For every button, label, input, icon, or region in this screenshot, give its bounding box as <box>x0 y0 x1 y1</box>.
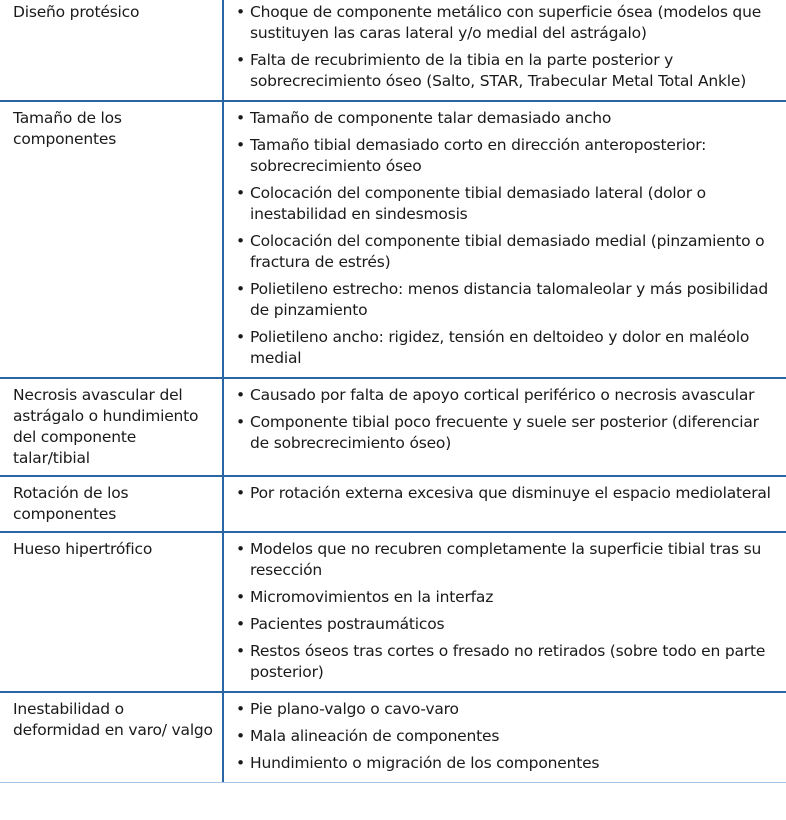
list-item-text: Modelos que no recubren completamente la superficie tibial tras su resección <box>250 540 762 579</box>
table-row <box>0 476 786 532</box>
list-item-text: Choque de componente metálico con superficie ósea (modelos que sustituyen las caras lateral y/o medial del astrágalo) <box>250 3 762 42</box>
row-label: Rotación de los componentes <box>0 476 223 532</box>
list-item <box>236 483 778 504</box>
list-item-text: Colocación del componente tibial demasiado medial (pinzamiento o fractura de estrés) <box>250 232 765 271</box>
row-label: Tamaño de los componentes <box>0 101 223 378</box>
bullet-list <box>236 385 778 454</box>
bullet-list <box>236 108 778 369</box>
list-item <box>236 699 778 720</box>
list-item <box>236 587 778 608</box>
row-label: Hueso hipertrófico <box>0 532 223 692</box>
list-item <box>236 327 778 369</box>
bullet-icon: • <box>236 413 245 431</box>
list-item <box>236 614 778 635</box>
bullet-icon: • <box>236 232 245 250</box>
bullet-icon: • <box>236 280 245 298</box>
list-item-text: Por rotación externa excesiva que disminuye el espacio mediolateral <box>250 484 771 502</box>
list-item-text: Falta de recubrimiento de la tibia en la parte posterior y sobrecrecimiento óseo (Salto, STAR, Trabecular Metal Total Ankle) <box>250 51 747 90</box>
bullet-icon: • <box>236 588 245 606</box>
list-item-text: Colocación del componente tibial demasiado lateral (dolor o inestabilidad en sindesmosis <box>250 184 706 223</box>
list-item-text: Causado por falta de apoyo cortical periférico o necrosis avascular <box>250 386 755 404</box>
row-items-cell <box>223 378 786 476</box>
list-item <box>236 183 778 225</box>
list-item-text: Componente tibial poco frecuente y suele ser posterior (diferenciar de sobrecrecimiento óseo) <box>250 413 759 452</box>
bullet-list <box>236 483 778 504</box>
list-item <box>236 753 778 774</box>
bullet-icon: • <box>236 51 245 69</box>
row-items-cell <box>223 532 786 692</box>
bullet-list <box>236 2 778 92</box>
row-label: Inestabilidad o deformidad en varo/ valgo <box>0 692 223 782</box>
bullet-icon: • <box>236 328 245 346</box>
bullet-icon: • <box>236 184 245 202</box>
bullet-list <box>236 699 778 774</box>
row-items-cell <box>223 476 786 532</box>
table-row <box>0 101 786 378</box>
list-item-text: Micromovimientos en la interfaz <box>250 588 494 606</box>
row-items-cell <box>223 0 786 101</box>
row-items-cell <box>223 692 786 782</box>
list-item-text: Restos óseos tras cortes o fresado no retirados (sobre todo en parte posterior) <box>250 642 766 681</box>
bullet-icon: • <box>236 386 245 404</box>
table-row <box>0 532 786 692</box>
row-label: Diseño protésico <box>0 0 223 101</box>
bullet-icon: • <box>236 109 245 127</box>
list-item <box>236 279 778 321</box>
list-item-text: Hundimiento o migración de los componentes <box>250 754 600 772</box>
list-item <box>236 108 778 129</box>
table-row <box>0 378 786 476</box>
list-item-text: Tamaño tibial demasiado corto en dirección anteroposterior: sobrecrecimiento óseo <box>250 136 707 175</box>
bullet-icon: • <box>236 615 245 633</box>
list-item-text: Pacientes postraumáticos <box>250 615 445 633</box>
list-item-text: Pie plano-valgo o cavo-varo <box>250 700 459 718</box>
list-item <box>236 539 778 581</box>
list-item <box>236 2 778 44</box>
table-row <box>0 0 786 101</box>
bullet-icon: • <box>236 727 245 745</box>
list-item-text: Polietileno ancho: rigidez, tensión en deltoideo y dolor en maléolo medial <box>250 328 750 367</box>
table-row <box>0 692 786 782</box>
list-item-text: Mala alineación de componentes <box>250 727 500 745</box>
bullet-icon: • <box>236 642 245 660</box>
bullet-list <box>236 539 778 683</box>
row-items-cell <box>223 101 786 378</box>
bullet-icon: • <box>236 136 245 154</box>
list-item <box>236 726 778 747</box>
bullet-icon: • <box>236 540 245 558</box>
bullet-icon: • <box>236 484 245 502</box>
list-item <box>236 412 778 454</box>
list-item <box>236 231 778 273</box>
bullet-icon: • <box>236 700 245 718</box>
list-item <box>236 385 778 406</box>
list-item <box>236 50 778 92</box>
list-item-text: Tamaño de componente talar demasiado ancho <box>250 109 612 127</box>
bullet-icon: • <box>236 754 245 772</box>
bullet-icon: • <box>236 3 245 21</box>
list-item-text: Polietileno estrecho: menos distancia talomaleolar y más posibilidad de pinzamiento <box>250 280 769 319</box>
row-label: Necrosis avascular del astrágalo o hundimiento del componente talar/tibial <box>0 378 223 476</box>
list-item <box>236 135 778 177</box>
list-item <box>236 641 778 683</box>
